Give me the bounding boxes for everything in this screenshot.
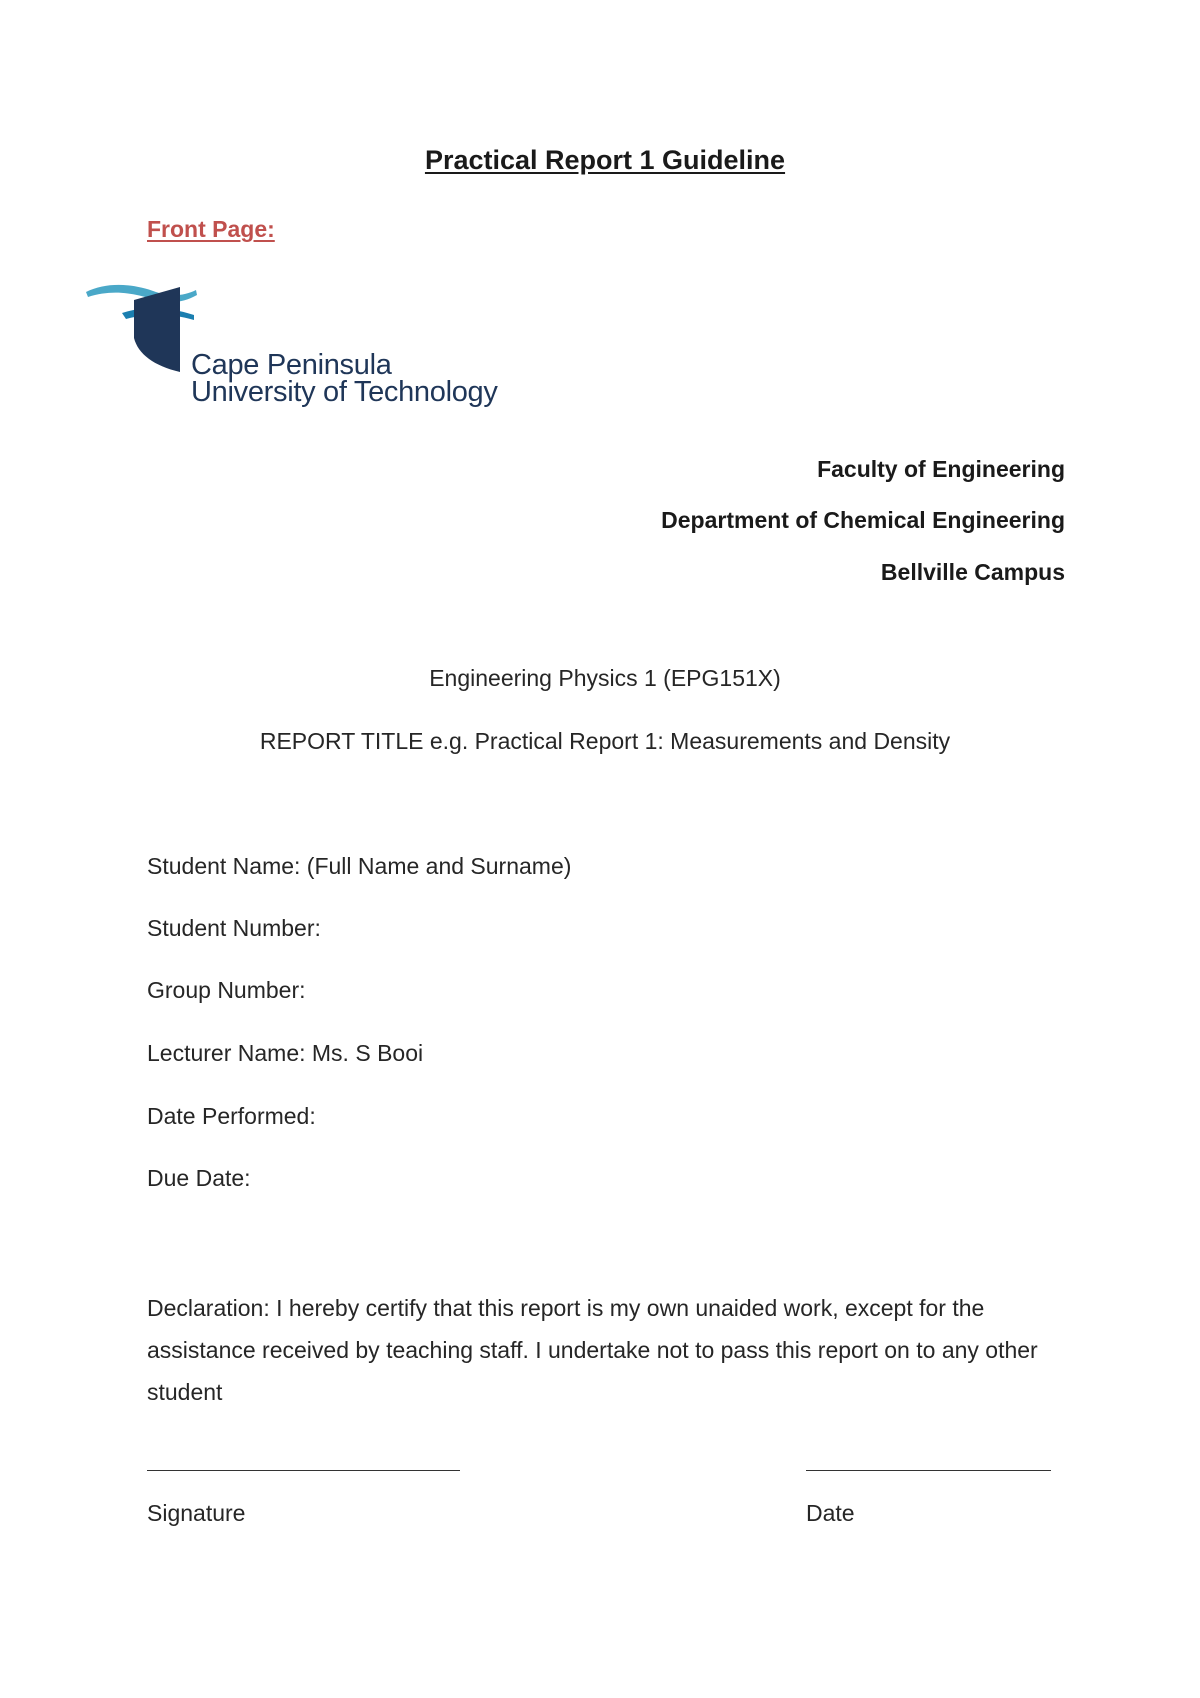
field-group-number: Group Number:: [147, 977, 306, 1003]
document-title: Practical Report 1 Guideline: [424, 145, 786, 175]
campus-name: Bellville Campus: [880, 559, 1065, 585]
field-lecturer-name: Lecturer Name: Ms. S Booi: [147, 1040, 424, 1066]
field-date-performed: Date Performed:: [147, 1103, 316, 1129]
university-logo: [84, 284, 504, 414]
signature-label: Signature: [147, 1500, 246, 1526]
field-student-name: Student Name: (Full Name and Surname): [147, 853, 572, 879]
logo-text-line1: Cape Peninsula: [191, 349, 392, 381]
faculty-name: Faculty of Engineering: [817, 456, 1065, 482]
front-page-label: Front Page:: [147, 216, 275, 242]
date-line: [806, 1470, 1051, 1471]
date-label: Date: [806, 1500, 855, 1526]
declaration-text: Declaration: I hereby certify that this report is my own unaided work, except for the assistance received by teaching staff. I undertake not to pass this report on to any other student: [147, 1295, 1038, 1405]
course-name: Engineering Physics 1 (EPG151X): [429, 665, 781, 691]
field-student-number: Student Number:: [147, 915, 321, 941]
department-name: Department of Chemical Engineering: [661, 507, 1065, 533]
logo-text-line2: University of Technology: [191, 376, 498, 408]
report-title: REPORT TITLE e.g. Practical Report 1: Measurements and Density: [259, 728, 951, 754]
signature-line: [147, 1470, 460, 1471]
field-due-date: Due Date:: [147, 1165, 251, 1191]
